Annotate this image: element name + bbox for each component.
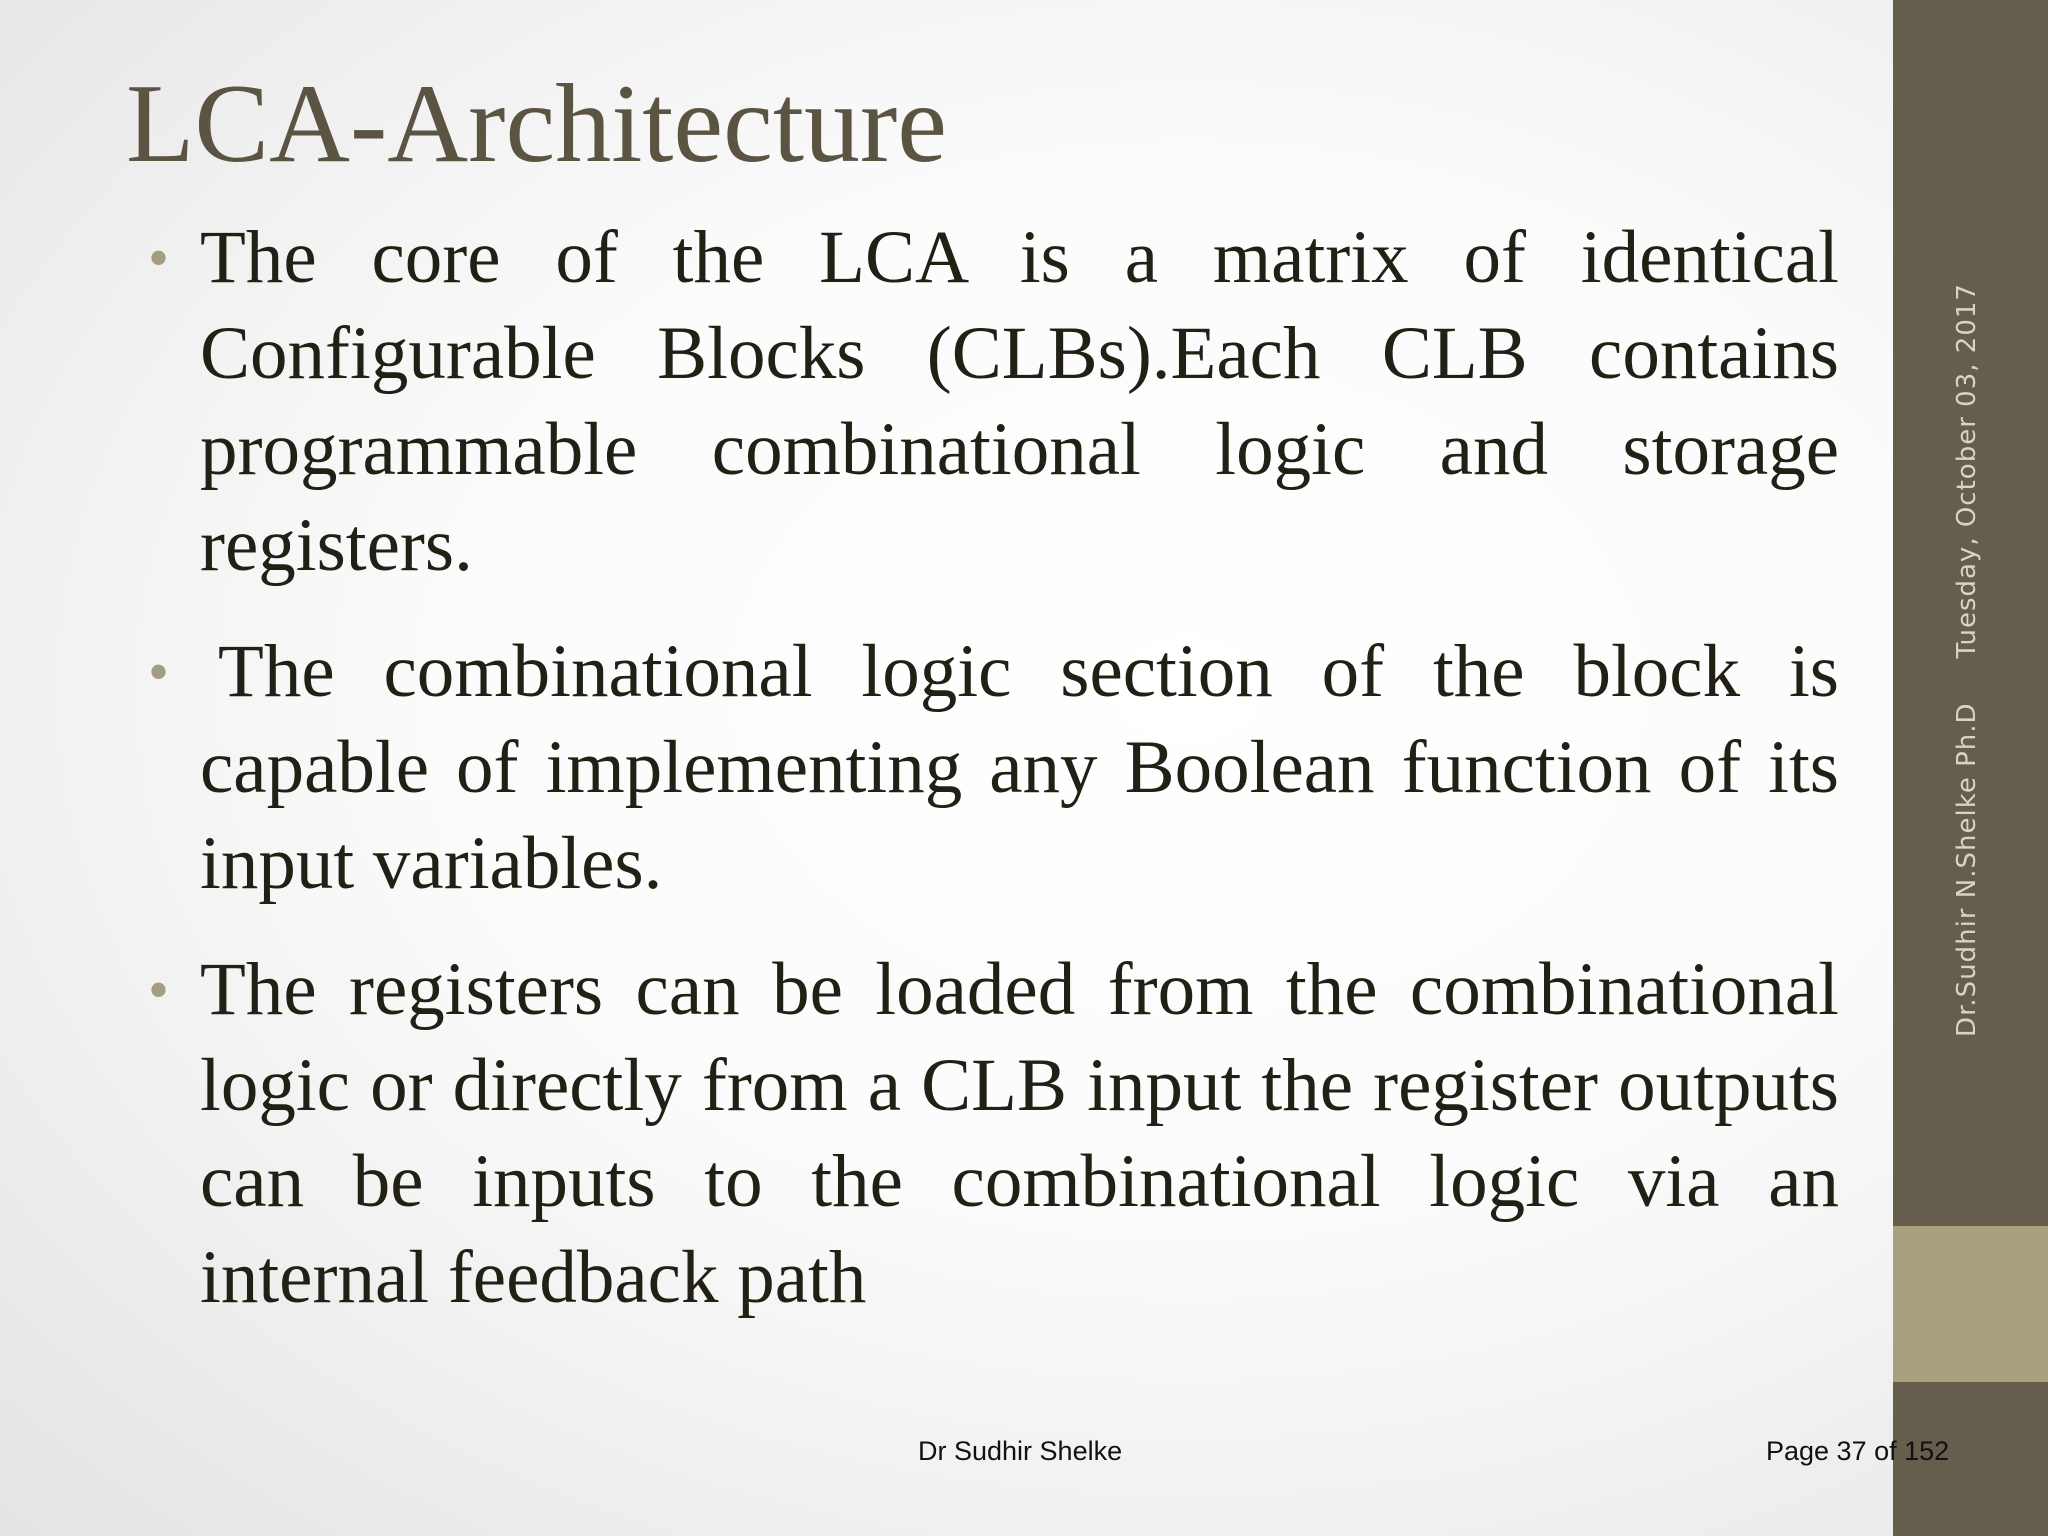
bullet-item <box>148 942 1839 1326</box>
sidebar-vertical-text <box>1952 283 1982 1037</box>
footer-author: Dr Sudhir Shelke <box>918 1436 1123 1466</box>
bullet-item <box>148 210 1839 594</box>
bullet-text: The combinational logic section of the block is capable of implementing any Boolean function of its input variables. <box>200 630 1839 905</box>
sidebar-date: Tuesday, October 03, 2017 <box>1952 283 1982 659</box>
bullet-marker: • <box>148 639 170 705</box>
slide-title: LCA-Architecture <box>126 62 947 186</box>
bullet-text: The core of the LCA is a matrix of identical Configurable Blocks (CLBs).Each CLB contains programmable combinational logic and storage registers. <box>200 216 1839 587</box>
sidebar-author: Dr.Sudhir N.Shelke Ph.D <box>1952 702 1982 1037</box>
page-number: Page 37 of 152 <box>1766 1436 1950 1466</box>
bullet-marker: • <box>148 225 170 291</box>
bullet-list <box>148 210 1839 1356</box>
bullet-marker: • <box>148 957 170 1023</box>
bullet-item <box>148 624 1839 912</box>
sidebar-accent-band <box>1893 1226 2048 1382</box>
bullet-text: The registers can be loaded from the combinational logic or directly from a CLB input the register outputs can be inputs to the combinational logic via an internal feedback path <box>200 948 1839 1319</box>
